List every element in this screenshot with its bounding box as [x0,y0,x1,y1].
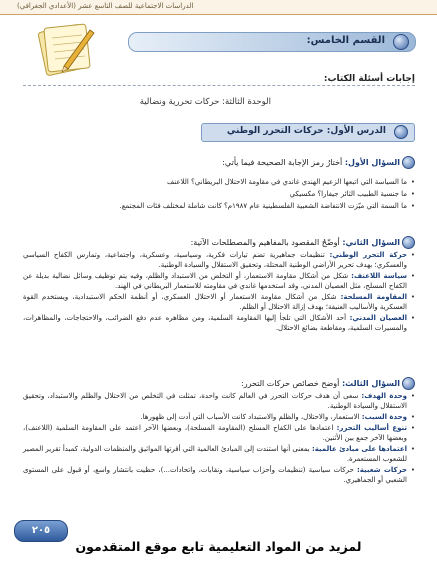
answers-heading: إجابات أسئلة الكتاب: [323,74,415,84]
question-prompt: أوضّحُ المقصود بالمفاهيم والمصطلحات الآتية: [190,238,340,247]
definition-item [23,313,415,333]
question-prompt: أوضح خصائص حركات التحرر: [241,379,340,388]
definition-term: العصيان المدني: [349,314,407,322]
definition-text: أحد الأشكال التي تلجأ إليها المقاومة السلمية، ومن مظاهره عدم دفع الضرائب، والاحتجاجات، والمظاهرات، والمسيرات السلمية، ومقاطعة بضائع الاحتلال. [23,314,407,332]
question-label: السؤال الأول: [344,158,400,167]
property-text: اعتمادها على الكفاح المسلح (المقاومة المسلحة)، وبعضها الآخر اعتمد على المقاومة السلمية (اللاعنف)، وبعضها الآخر جمع بين الأثنين. [23,424,407,442]
page-number-badge: ٢٠٥ [14,520,68,542]
definition-term: سياسة اللاعنف: [351,272,407,280]
definition-item [23,292,415,312]
property-term: وحدة الهدف: [361,392,407,400]
answer-text: ما السمة التي ميّزت الانتفاضة الشعبية الفلسطينية عام ١٩٨٧م؟ كانت شاملة لمختلف فئات المجتمع. [119,202,407,210]
definition-text: شكل من أشكال مقاومة الاستعمار أو الاحتلال العسكري، أو أنظمة الحكم الاستبدادية، ويستخدم القوة العسكرية والأساليب العنيفة؛ بهدف إزالة الاحتلال أو الظلم. [23,293,407,311]
definition-term: حركة التحرر الوطني: [329,251,408,259]
running-title: الدراسات الاجتماعية للصف التاسع عشر (الأعدادي الجغرافي) [17,2,194,10]
property-text: حركات سياسية (تنظيمات وأحزاب سياسية، ونقابات، واتحادات...)، حظيت بانتشار واسع، أو قبول على المستوى الشعبي أو الجماهيري. [23,466,407,484]
question-3-heading [23,378,415,389]
answer-item [23,177,415,187]
question-label: السؤال الثاني: [342,238,400,247]
question-label: السؤال الثالث: [341,379,400,388]
question-2-answers [23,250,415,334]
answer-text: ما السياسة التي اتبعها الزعيم الهندي غاندي في مقاومة الاحتلال البريطاني؟ اللاعنف [167,178,407,186]
section-banner [128,32,416,52]
answer-item [23,201,415,211]
property-term: اعتمادها على مبادئ عالمية: [311,445,407,453]
unit-title: الوحدة الثالثة: حركات تحررية ونضالية [139,97,271,107]
lesson-bullet-icon [394,125,408,139]
lesson-banner [201,123,415,142]
lesson-title: الدرس الأول: حركات التحرر الوطني [226,126,386,136]
answer-text: ما جنسية الطبيب الثائر جيفارا؟ مكسيكي [289,190,407,198]
definition-term: المقاومة المسلحة: [340,293,407,301]
property-text: بمعنى أنها استندت إلى المبادئ العالمية التي أقرتها المواثيق والمنظمات الدولية، كمبدأ تقرير المصير للشعوب المستعمرة. [23,445,407,463]
property-term: حركات شعبية: [356,466,407,474]
footer-banner[interactable]: لمزيد من المواد التعليمية تابع موقع المتقدمون [75,539,362,554]
property-item [23,423,415,443]
question-bullet-icon [402,156,415,169]
property-item [23,412,415,422]
question-1-heading [23,157,415,168]
question-1-answers [23,177,415,212]
property-item [23,444,415,464]
definition-text: تنظيمات جماهيرية تضم تيارات فكرية، وسياسية، وعسكرية، واجتماعية، وتمارس الكفاح السياسي والعسكري؛ بهدف تحرير الأراضي الوطنية المحتلة، وتحقيق الاستقلال والسيادة الوطنية. [23,251,407,269]
question-prompt: أختارُ رمز الإجابة الصحيحة فيما يأتي: [222,158,343,167]
property-item [23,391,415,411]
question-3-answers [23,391,415,486]
question-bullet-icon [402,236,415,249]
definition-item [23,250,415,270]
definition-text: شكل من أشكال مقاومة الاستعمار، أو التخلص من الاستبداد والظلم، وفيه يتم توظيف وسائل نضالية بديلة عن الكفاح المسلح، مثل العصيان المدني، وقد استخدمها غاندي في مقاومته للاستعمار البريطاني في الهند. [23,272,407,290]
definition-item [23,271,415,291]
property-text: الاستعمار، والاحتلال، والظلم والاستبداد كانت الأسباب التي أدت إلى ظهورها. [140,413,360,421]
running-header [0,0,437,15]
answer-item [23,189,415,199]
notebook-pencil-icon [34,18,100,78]
property-item [23,465,415,485]
section-bullet-icon [393,34,409,50]
question-bullet-icon [402,377,415,390]
property-term: وحدة السبب: [361,413,407,421]
property-term: تنوع أساليب التحرر: [336,424,408,432]
question-2-heading [23,237,415,248]
section-title: القسم الخامس: [306,35,385,46]
property-text: سعى أن هدف حركات التحرر في العالم كانت واحدة، تمثلت في التخلص من الاحتلال والظلم والاستبداد، وتحقيق الاستقلال والسيادة الوطنية. [23,392,407,410]
divider [23,85,415,86]
